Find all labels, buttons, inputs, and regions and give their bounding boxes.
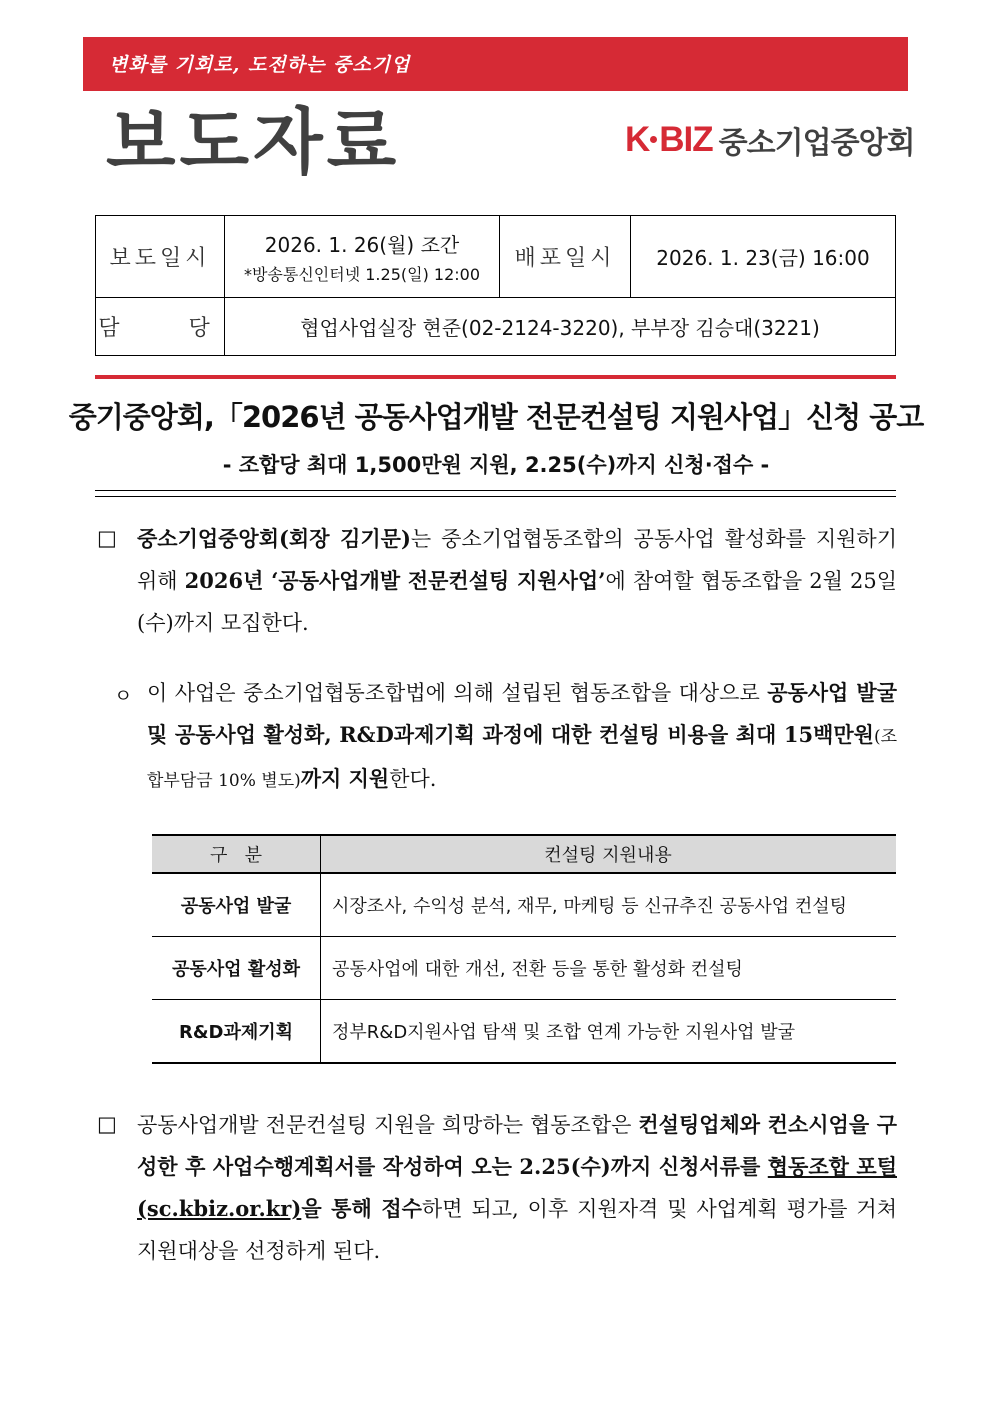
report-date-label: 보도일시	[96, 216, 225, 298]
press-release-title: 보도자료	[106, 100, 401, 184]
top-banner	[83, 37, 908, 91]
paragraph-3: 공동사업개발 전문컨설팅 지원을 희망하는 협동조합은 컨설팅업체와 컨소시엄을 구성한 후 사업수행계획서를 작성하여 오는 2.25(수)까지 신청서류를 협동조합 포털(sc.kbiz.or.kr)을 통해 접수하면 되고, 이후 지원자격 및 사업계획 평가를 거쳐 지원대상을 선정하게 된다.	[137, 1112, 897, 1263]
kbiz-logo	[625, 118, 915, 162]
contact-info: 협업사업실장 현준(02-2124-3220), 부부장 김승대(3221)	[225, 298, 896, 356]
row-category: 공동사업 활성화	[152, 937, 321, 1000]
report-date-cell	[225, 216, 500, 298]
square-bullet: □	[97, 1112, 117, 1136]
table-header-category: 구 분	[152, 835, 321, 873]
row-category: R&D과제기획	[152, 1000, 321, 1064]
consulting-table	[152, 834, 896, 1064]
row-content: 정부R&D지원사업 탐색 및 조합 연계 가능한 지원사업 발굴	[321, 1000, 897, 1064]
release-info-table	[95, 215, 896, 356]
paragraph-1: 중소기업중앙회(회장 김기문)는 중소기업협동조합의 공동사업 활성화를 지원하기 위해 2026년 ‘공동사업개발 전문컨설팅 지원사업’에 참여할 협동조합을 2월 25일(수)까지 모집한다.	[137, 526, 897, 635]
square-bullet: □	[97, 526, 117, 550]
contact-label: 담 당	[96, 298, 225, 356]
broadcast-note: *방송통신인터넷 1.25(일) 12:00	[243, 264, 481, 284]
logo-org-name: 중소기업중앙회	[718, 126, 915, 161]
table-header-content: 컨설팅 지원내용	[321, 835, 897, 873]
slogan: 변화를 기회로, 도전하는 중소기업	[109, 54, 411, 76]
paragraph-2: 이 사업은 중소기업협동조합법에 의해 설립된 협동조합을 대상으로 공동사업 발굴 및 공동사업 활성화, R&D과제기획 과정에 대한 컨설팅 비용을 최대 15백만원(조합부담금 10% 별도)까지 지원한다.	[147, 680, 898, 791]
red-divider	[95, 375, 896, 379]
subheadline: - 조합당 최대 1,500만원 지원, 2.25(수)까지 신청·접수 -	[222, 453, 770, 477]
table-row	[152, 1000, 896, 1064]
report-date: 2026. 1. 26(월) 조간	[264, 232, 460, 257]
distribution-date-label: 배포일시	[500, 216, 631, 298]
row-content: 공동사업에 대한 개선, 전환 등을 통한 활성화 컨설팅	[321, 937, 897, 1000]
row-content: 시장조사, 수익성 분석, 재무, 마케팅 등 신규추진 공동사업 컨설팅	[321, 873, 897, 937]
circle-bullet: ㅇ	[114, 685, 133, 707]
row-category: 공동사업 발굴	[152, 873, 321, 937]
table-row	[152, 937, 896, 1000]
portal-link: 협동조합 포털(sc.kbiz.or.kr)	[137, 1154, 897, 1221]
double-divider	[95, 490, 896, 497]
logo-mark: K BIZ	[625, 120, 713, 159]
distribution-date: 2026. 1. 23(금) 16:00	[631, 216, 896, 298]
headline: 중기중앙회,「2026년 공동사업개발 전문컨설팅 지원사업」신청 공고	[68, 400, 924, 434]
table-row	[152, 873, 896, 937]
